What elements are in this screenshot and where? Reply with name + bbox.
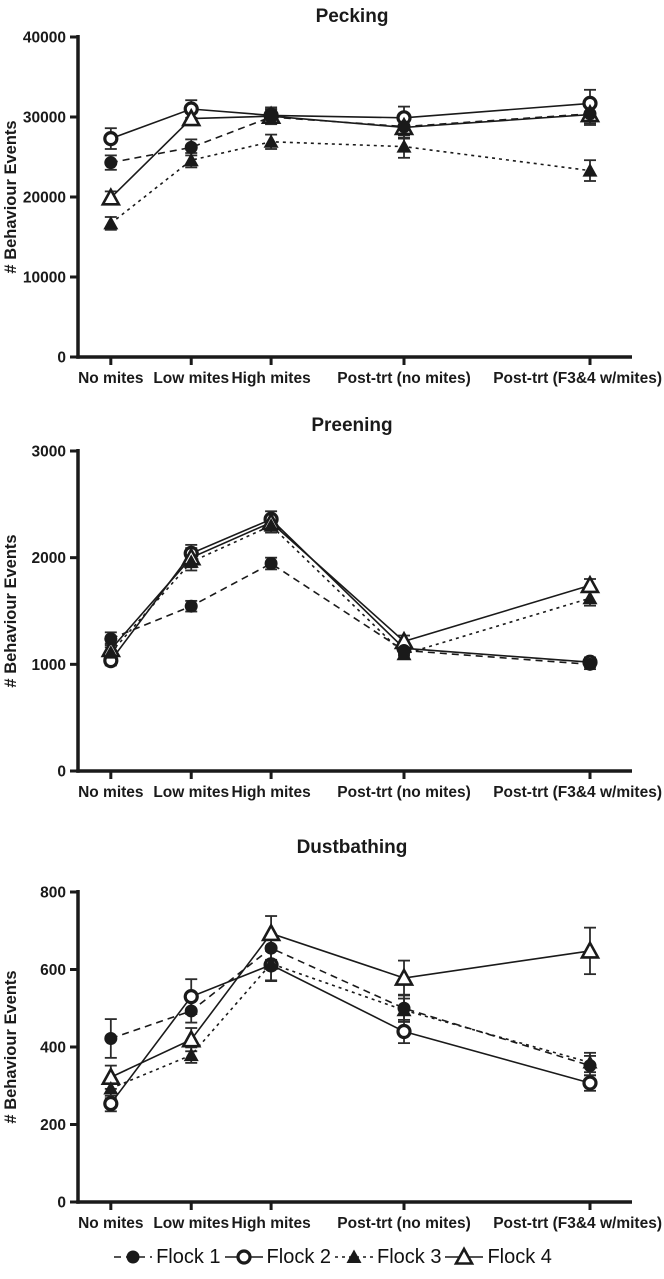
flock-legend <box>0 1235 664 1279</box>
x-tick-label: Post-trt (no mites) <box>337 784 471 801</box>
y-tick-label: 800 <box>40 884 66 902</box>
y-tick-label: 20000 <box>22 189 66 207</box>
flock-4-marker <box>263 925 279 940</box>
x-tick-label: No mites <box>78 370 144 387</box>
x-tick-label: Post-trt (no mites) <box>337 1215 471 1232</box>
y-tick-label: 2000 <box>31 550 66 568</box>
flock-1-marker <box>265 942 278 955</box>
legend-marker-swatch <box>443 1246 485 1268</box>
flock-3-marker <box>397 139 412 153</box>
x-tick-label: Post-trt (F3&4 w/mites) <box>493 1215 662 1232</box>
flock-3-line <box>111 526 590 655</box>
x-tick-label: Post-trt (no mites) <box>337 370 471 387</box>
flock-1-marker <box>583 658 596 671</box>
y-axis-label: # Behaviour Events <box>2 970 20 1124</box>
flock-2-marker <box>105 133 117 145</box>
legend-item-flock-1 <box>112 1246 220 1269</box>
flock-1-marker <box>185 600 198 613</box>
y-tick-label: 0 <box>57 763 66 781</box>
flock-4-marker <box>183 1032 199 1047</box>
flock-1-marker <box>265 557 278 570</box>
y-tick-label: 200 <box>40 1117 66 1134</box>
flock-1-marker <box>104 1032 117 1045</box>
flock-2-marker <box>398 1026 410 1038</box>
x-tick-label: High mites <box>231 370 311 387</box>
flock-1-marker <box>583 107 596 120</box>
legend-marker-swatch <box>333 1246 375 1268</box>
y-tick-label: 10000 <box>22 269 66 287</box>
legend-open-circle-icon <box>238 1251 250 1263</box>
y-tick-label: 30000 <box>22 109 66 127</box>
legend-item-flock-4 <box>443 1246 551 1269</box>
x-tick-label: No mites <box>78 1215 144 1232</box>
y-tick-label: 1000 <box>31 656 66 674</box>
y-tick-label: 600 <box>40 962 66 979</box>
flock-4-line <box>111 115 590 198</box>
flock-3-line <box>111 964 590 1089</box>
legend-marker-swatch <box>112 1246 154 1268</box>
x-tick-label: Post-trt (F3&4 w/mites) <box>493 784 662 801</box>
legend-label: Flock 4 <box>487 1245 552 1268</box>
x-tick-label: High mites <box>231 1215 311 1232</box>
flock-2-line <box>111 103 590 138</box>
flock-1-line <box>111 564 590 665</box>
flock-3-line <box>111 142 590 224</box>
legend-filled-triangle-icon <box>347 1250 362 1264</box>
flock-3-marker <box>103 216 118 230</box>
y-tick-label: 3000 <box>31 443 66 461</box>
y-axis-label: # Behaviour Events <box>2 120 20 274</box>
flock-2-marker <box>584 1077 596 1089</box>
x-tick-label: Low mites <box>153 1215 230 1232</box>
x-tick-label: Low mites <box>153 784 230 801</box>
x-tick-label: Low mites <box>153 370 230 387</box>
flock-2-marker <box>105 1098 117 1110</box>
flock-4-line <box>111 522 590 649</box>
flock-1-marker <box>104 632 117 645</box>
flock-3-marker <box>264 134 279 148</box>
x-tick-label: Post-trt (F3&4 w/mites) <box>493 370 662 387</box>
flock-1-marker <box>185 141 198 154</box>
chart-title: Pecking <box>315 6 389 27</box>
y-tick-label: 0 <box>57 349 66 367</box>
pecking-chart-panel <box>0 0 664 400</box>
legend-label: Flock 1 <box>156 1245 221 1268</box>
flock-1-marker <box>398 1002 411 1015</box>
preening-plot <box>0 400 664 820</box>
flock-1-line <box>111 114 590 163</box>
flock-1-marker <box>583 1059 596 1072</box>
flock-3-marker <box>184 1048 199 1062</box>
legend-label: Flock 2 <box>266 1245 331 1268</box>
dustbathing-plot <box>0 820 664 1235</box>
y-tick-label: 0 <box>57 1194 66 1212</box>
x-tick-label: High mites <box>231 784 311 801</box>
chart-title: Dustbathing <box>296 837 408 858</box>
x-tick-label: No mites <box>78 784 144 801</box>
flock-1-marker <box>398 644 411 657</box>
legend-filled-circle-icon <box>127 1251 140 1264</box>
preening-chart-panel <box>0 400 664 820</box>
chart-title: Preening <box>311 415 393 436</box>
flock-1-marker <box>398 120 411 133</box>
legend-marker-swatch <box>223 1246 265 1268</box>
flock-2-marker <box>185 991 197 1003</box>
flock-2-line <box>111 965 590 1104</box>
y-axis-label: # Behaviour Events <box>2 534 20 688</box>
legend-item-flock-3 <box>333 1246 441 1269</box>
y-tick-label: 40000 <box>22 29 66 47</box>
flock-1-marker <box>265 111 278 124</box>
flock-1-marker <box>104 156 117 169</box>
flock-4-marker <box>582 943 598 958</box>
legend-item-flock-2 <box>223 1246 331 1269</box>
dustbathing-chart-panel <box>0 820 664 1235</box>
flock-2-line <box>111 519 590 662</box>
flock-1-marker <box>185 1004 198 1017</box>
legend-label: Flock 3 <box>377 1245 442 1268</box>
y-tick-label: 400 <box>40 1039 66 1057</box>
pecking-plot <box>0 0 664 400</box>
